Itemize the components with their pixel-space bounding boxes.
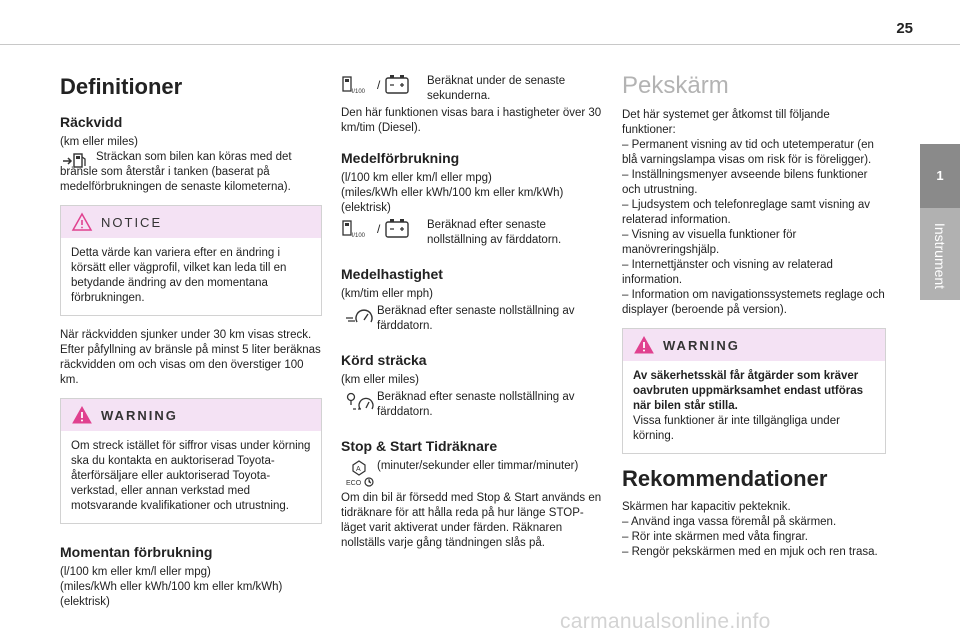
touch-item-6: – Information om navigationssystemets reglage och displayer (beroende på version). [622,289,885,316]
touch-item-4: – Visning av visuella funktioner för manövreringshjälp. [622,229,797,256]
touch-item-3: – Ljudsystem och telefonreglage samt visning av relaterad information. [622,199,871,226]
heading-distance: Körd sträcka [341,352,427,368]
avg-cons-unit-3: (elektrisk) [341,202,391,214]
avg-speed-row [341,304,603,334]
warning-text-2: Vissa funktioner är inte tillgängliga under körning. [633,415,840,442]
slash-separator: / [377,78,381,92]
avg-speed-unit: (km/tim eller mph) [341,288,434,300]
touch-item-1: – Permanent visning av tid och utetemperatur (en blå varningslampa visas om risk för is föreligger). [622,139,874,166]
fuel-range-icon [62,152,88,170]
stop-start-row [341,459,603,489]
warning-label-2: WARNING [663,337,740,353]
watermark: carmanualsonline.info [560,610,771,633]
stop-start-eco-icon [343,459,375,489]
notice-box-header [61,206,321,238]
chapter-tab[interactable]: 1 [920,144,960,208]
page-number: 25 [896,20,913,37]
warning-box-1 [60,398,322,524]
avg-cons-unit-2: (miles/kWh eller kWh/100 km eller km/kWh) [341,187,564,199]
chapter-title-container [926,216,954,296]
instant-unit-3: (elektrisk) [60,596,110,608]
notice-label: NOTICE [101,214,163,230]
heading-touchscreen: Pekskärm [622,72,729,99]
column-1 [60,60,322,614]
speedometer-icon [344,306,374,326]
rec-item-1: – Använd inga vassa föremål på skärmen. [622,516,837,528]
heading-recommendations: Rekommendationer [622,466,828,491]
svg-text:A: A [356,466,361,473]
warning-triangle-icon-2 [633,335,655,355]
touch-item-2: – Inställningsmenyer avseende bilens funktioner och utrustning. [622,169,868,196]
instant-unit-1: (l/100 km eller km/l eller mpg) [60,566,211,578]
instant-note: Den här funktionen visas bara i hastigheter över 30 km/tim (Diesel). [341,107,602,134]
range-unit: (km eller miles) [60,136,138,148]
avg-speed-text: Beräknad efter senaste nollställning av färddatorn. [377,305,575,332]
warning-bold-text: Av säkerhetsskäl får åtgärder som kräver oavbruten uppmärksamhet endast utföras när bilen står stilla. [633,370,864,412]
notice-text: Detta värde kan variera efter en ändring i körsätt eller vägprofil, vilket kan leda till en betydande ändring av den momentana förbrukningen. [71,247,287,304]
column-3 [622,60,886,560]
stop-start-text: Om din bil är försedd med Stop & Start används en tidräknare för att hålla reda på hur länge STOP-läget varit aktiverat under färden. Räknaren nollställs varje gång tändningen slås på. [341,492,602,549]
instant-icons-row [341,74,603,104]
chapter-title: Instrument [932,222,948,290]
avg-cons-row [341,218,603,248]
distance-pin-icon [344,391,374,413]
heading-definitions: Definitioner [60,74,183,99]
slash-separator-2: / [377,222,381,236]
touch-intro: Det här systemet ger åtkomst till följande funktioner: [622,109,830,136]
instant-unit-2: (miles/kWh eller kWh/100 km eller km/kWh) [60,581,283,593]
fuel-avg-consumption-icon [341,218,373,240]
svg-text:l/100: l/100 [352,233,366,239]
warning-text-1: Om streck istället för siffror visas under körning ska du kontakta en auktoriserad Toyota-återförsäljare eller auktoriserad Toyota-verkstad, eller annan verkstad med motsvarande kvalifikationer och utrustning. [71,440,311,512]
avg-cons-text: Beräknad efter senaste nollställning av färddatorn. [427,219,562,246]
distance-unit: (km eller miles) [341,374,419,386]
instant-calc-text: Beräknat under de senaste sekunderna. [427,75,566,102]
battery-avg-consumption-icon [384,218,410,240]
heading-instant-consumption: Momentan förbrukning [60,544,213,560]
notice-box [60,205,322,316]
distance-text: Beräknad efter senaste nollställning av färddatorn. [377,391,575,418]
heading-average-speed: Medelhastighet [341,266,443,282]
heading-average-consumption: Medelförbrukning [341,150,460,166]
svg-text:ECO: ECO [346,480,362,487]
notice-triangle-icon [71,212,93,232]
rec-intro: Skärmen har kapacitiv pekteknik. [622,501,791,513]
refuel-text: Efter påfyllning av bränsle på minst 5 liter beräknas räckvidden om och visas om den överstiger 100 km. [60,344,321,386]
warning-box-1-header [61,399,321,431]
warning-box-2 [622,328,886,454]
svg-text:l/100: l/100 [352,89,366,95]
warning-label-1: WARNING [101,407,178,423]
under-30-text: När räckvidden sjunker under 30 km visas streck. [60,329,312,341]
range-description: Sträckan som bilen kan köras med det bränsle som återstår i tanken (baserat på medelförbrukningen de senaste kilometerna). [60,151,292,193]
rec-item-2: – Rör inte skärmen med våta fingrar. [622,531,808,543]
rec-item-3: – Rengör pekskärmen med en mjuk och ren trasa. [622,546,878,558]
touch-item-5: – Internettjänster och visning av relaterad information. [622,259,833,286]
avg-cons-unit-1: (l/100 km eller km/l eller mpg) [341,172,492,184]
heading-range: Räckvidd [60,114,123,130]
warning-triangle-icon [71,405,93,425]
warning-box-2-header [623,329,885,361]
stop-start-unit: (minuter/sekunder eller timmar/minuter) [377,460,579,472]
heading-stop-start: Stop & Start Tidräknare [341,438,498,454]
column-2 [341,72,603,555]
battery-consumption-icon [384,74,410,96]
fuel-consumption-icon [341,74,373,96]
header-rule [0,44,960,45]
distance-row [341,390,603,420]
